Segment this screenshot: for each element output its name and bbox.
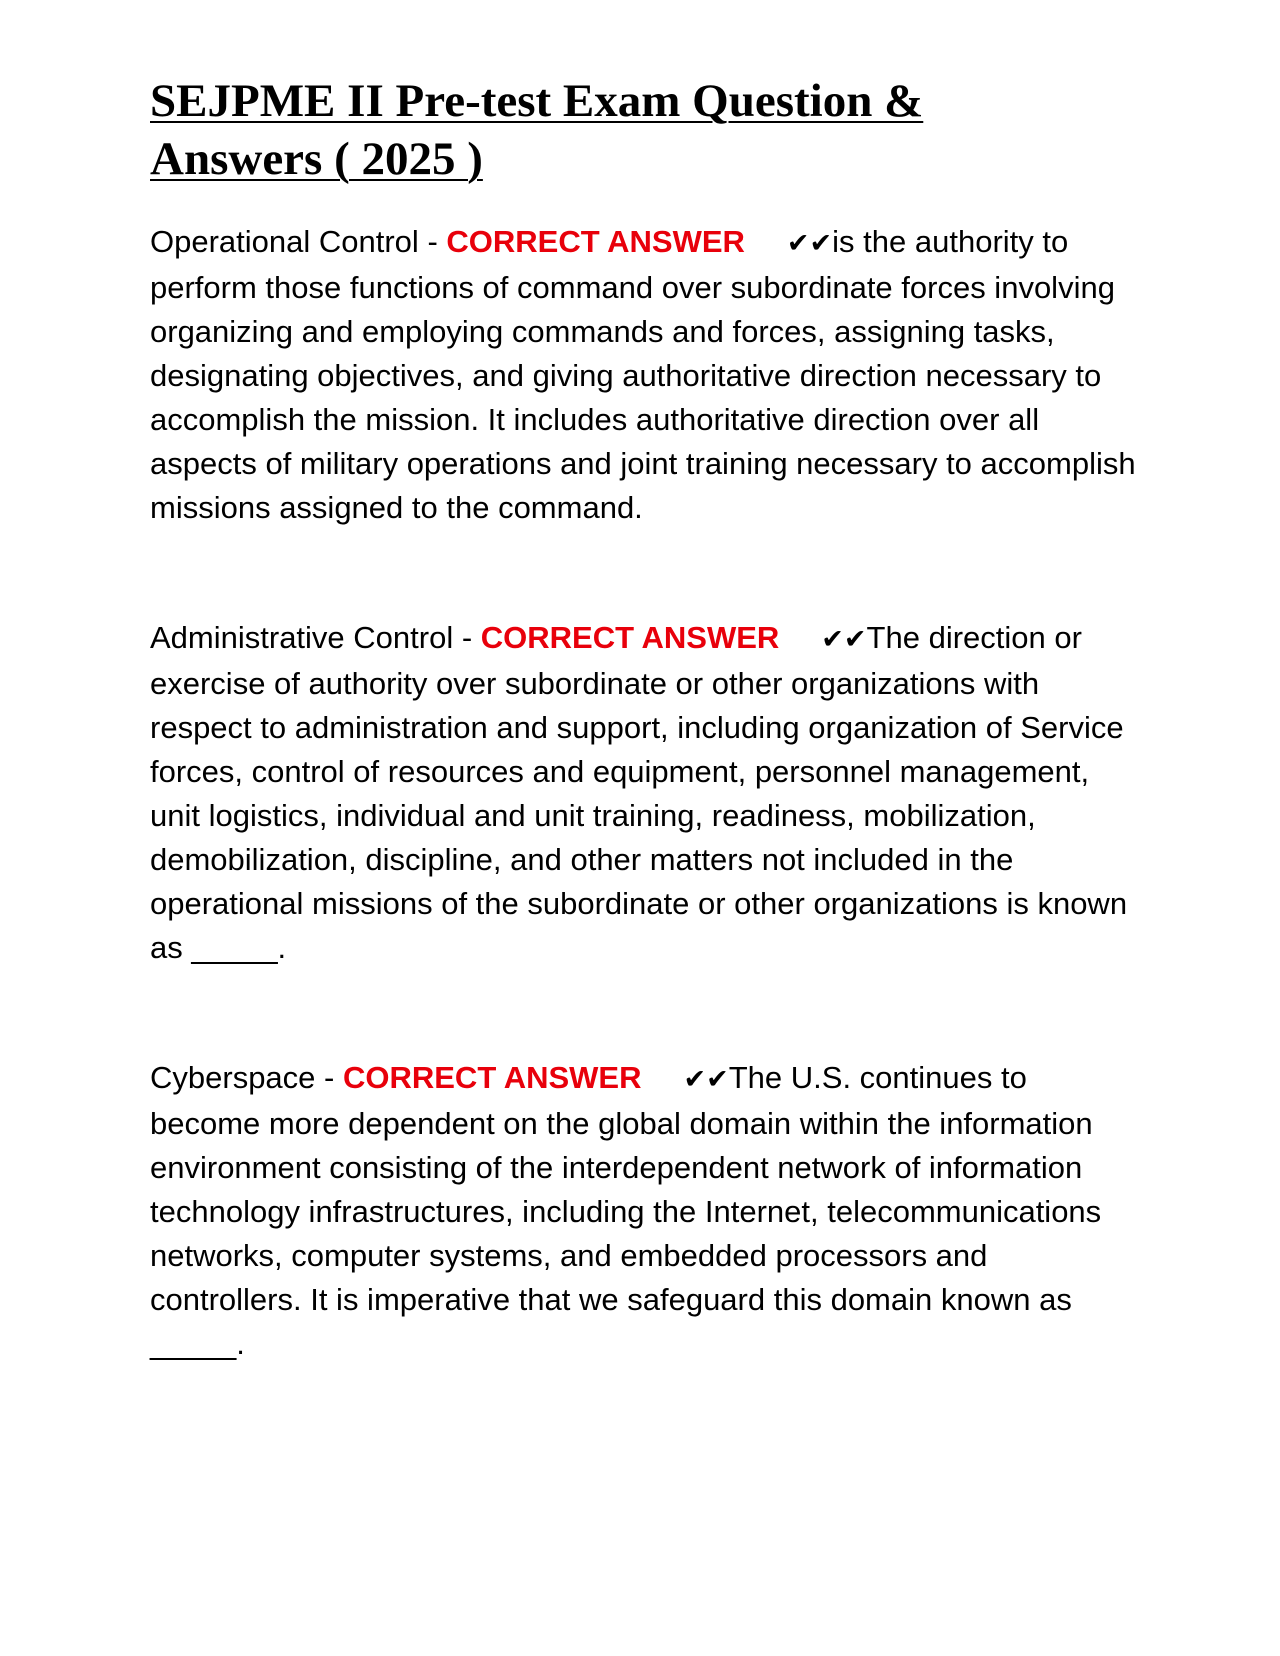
term: Cyberspace xyxy=(150,1060,316,1095)
double-check-icon: ✔✔ xyxy=(683,1064,729,1095)
document-title: SEJPME II Pre-test Exam Question & Answers ( 2025 ) xyxy=(150,75,924,185)
qa-entry-operational-control xyxy=(150,220,1140,530)
double-check-icon: ✔✔ xyxy=(786,228,833,259)
document-page xyxy=(150,72,1140,1452)
term: Operational Control xyxy=(150,224,419,259)
separator: - xyxy=(315,1060,343,1095)
definition: is the authority to perform those functions of command over subordinate forces involving organizing and employing commands and forces, assigning tasks, designating objectives, and giving authoritative direction necessary to accomplish the mission. It includes authoritative direction over all aspects of military operations and joint training necessary to accomplish missions assigned to the command. xyxy=(150,224,1136,525)
definition: The direction or exercise of authority over subordinate or other organizations with respect to administration and support, including organization of Service forces, control of resources and equipment, personnel management, unit logistics, individual and unit training, readiness, mobilization, demobilization, discipline, and other matters not included in the operational missions of the subordinate or other organizations is known as _____. xyxy=(150,620,1128,965)
separator: - xyxy=(453,620,481,655)
correct-answer-label: CORRECT ANSWER xyxy=(446,224,745,259)
qa-entry-administrative-control xyxy=(150,616,1140,970)
separator: - xyxy=(418,224,447,259)
definition: The U.S. continues to become more dependent on the global domain within the information environment consisting of the interdependent network of information technology infrastructures, including the Internet, telecommunications networks, computer systems, and embedded processors and controllers. It is imperative that we safeguard this domain known as _____. xyxy=(150,1060,1102,1361)
correct-answer-label: CORRECT ANSWER xyxy=(480,620,780,655)
qa-entry-cyberspace xyxy=(150,1056,1140,1366)
double-check-icon: ✔✔ xyxy=(821,624,867,655)
correct-answer-label: CORRECT ANSWER xyxy=(342,1060,642,1095)
term: Administrative Control xyxy=(150,620,454,655)
